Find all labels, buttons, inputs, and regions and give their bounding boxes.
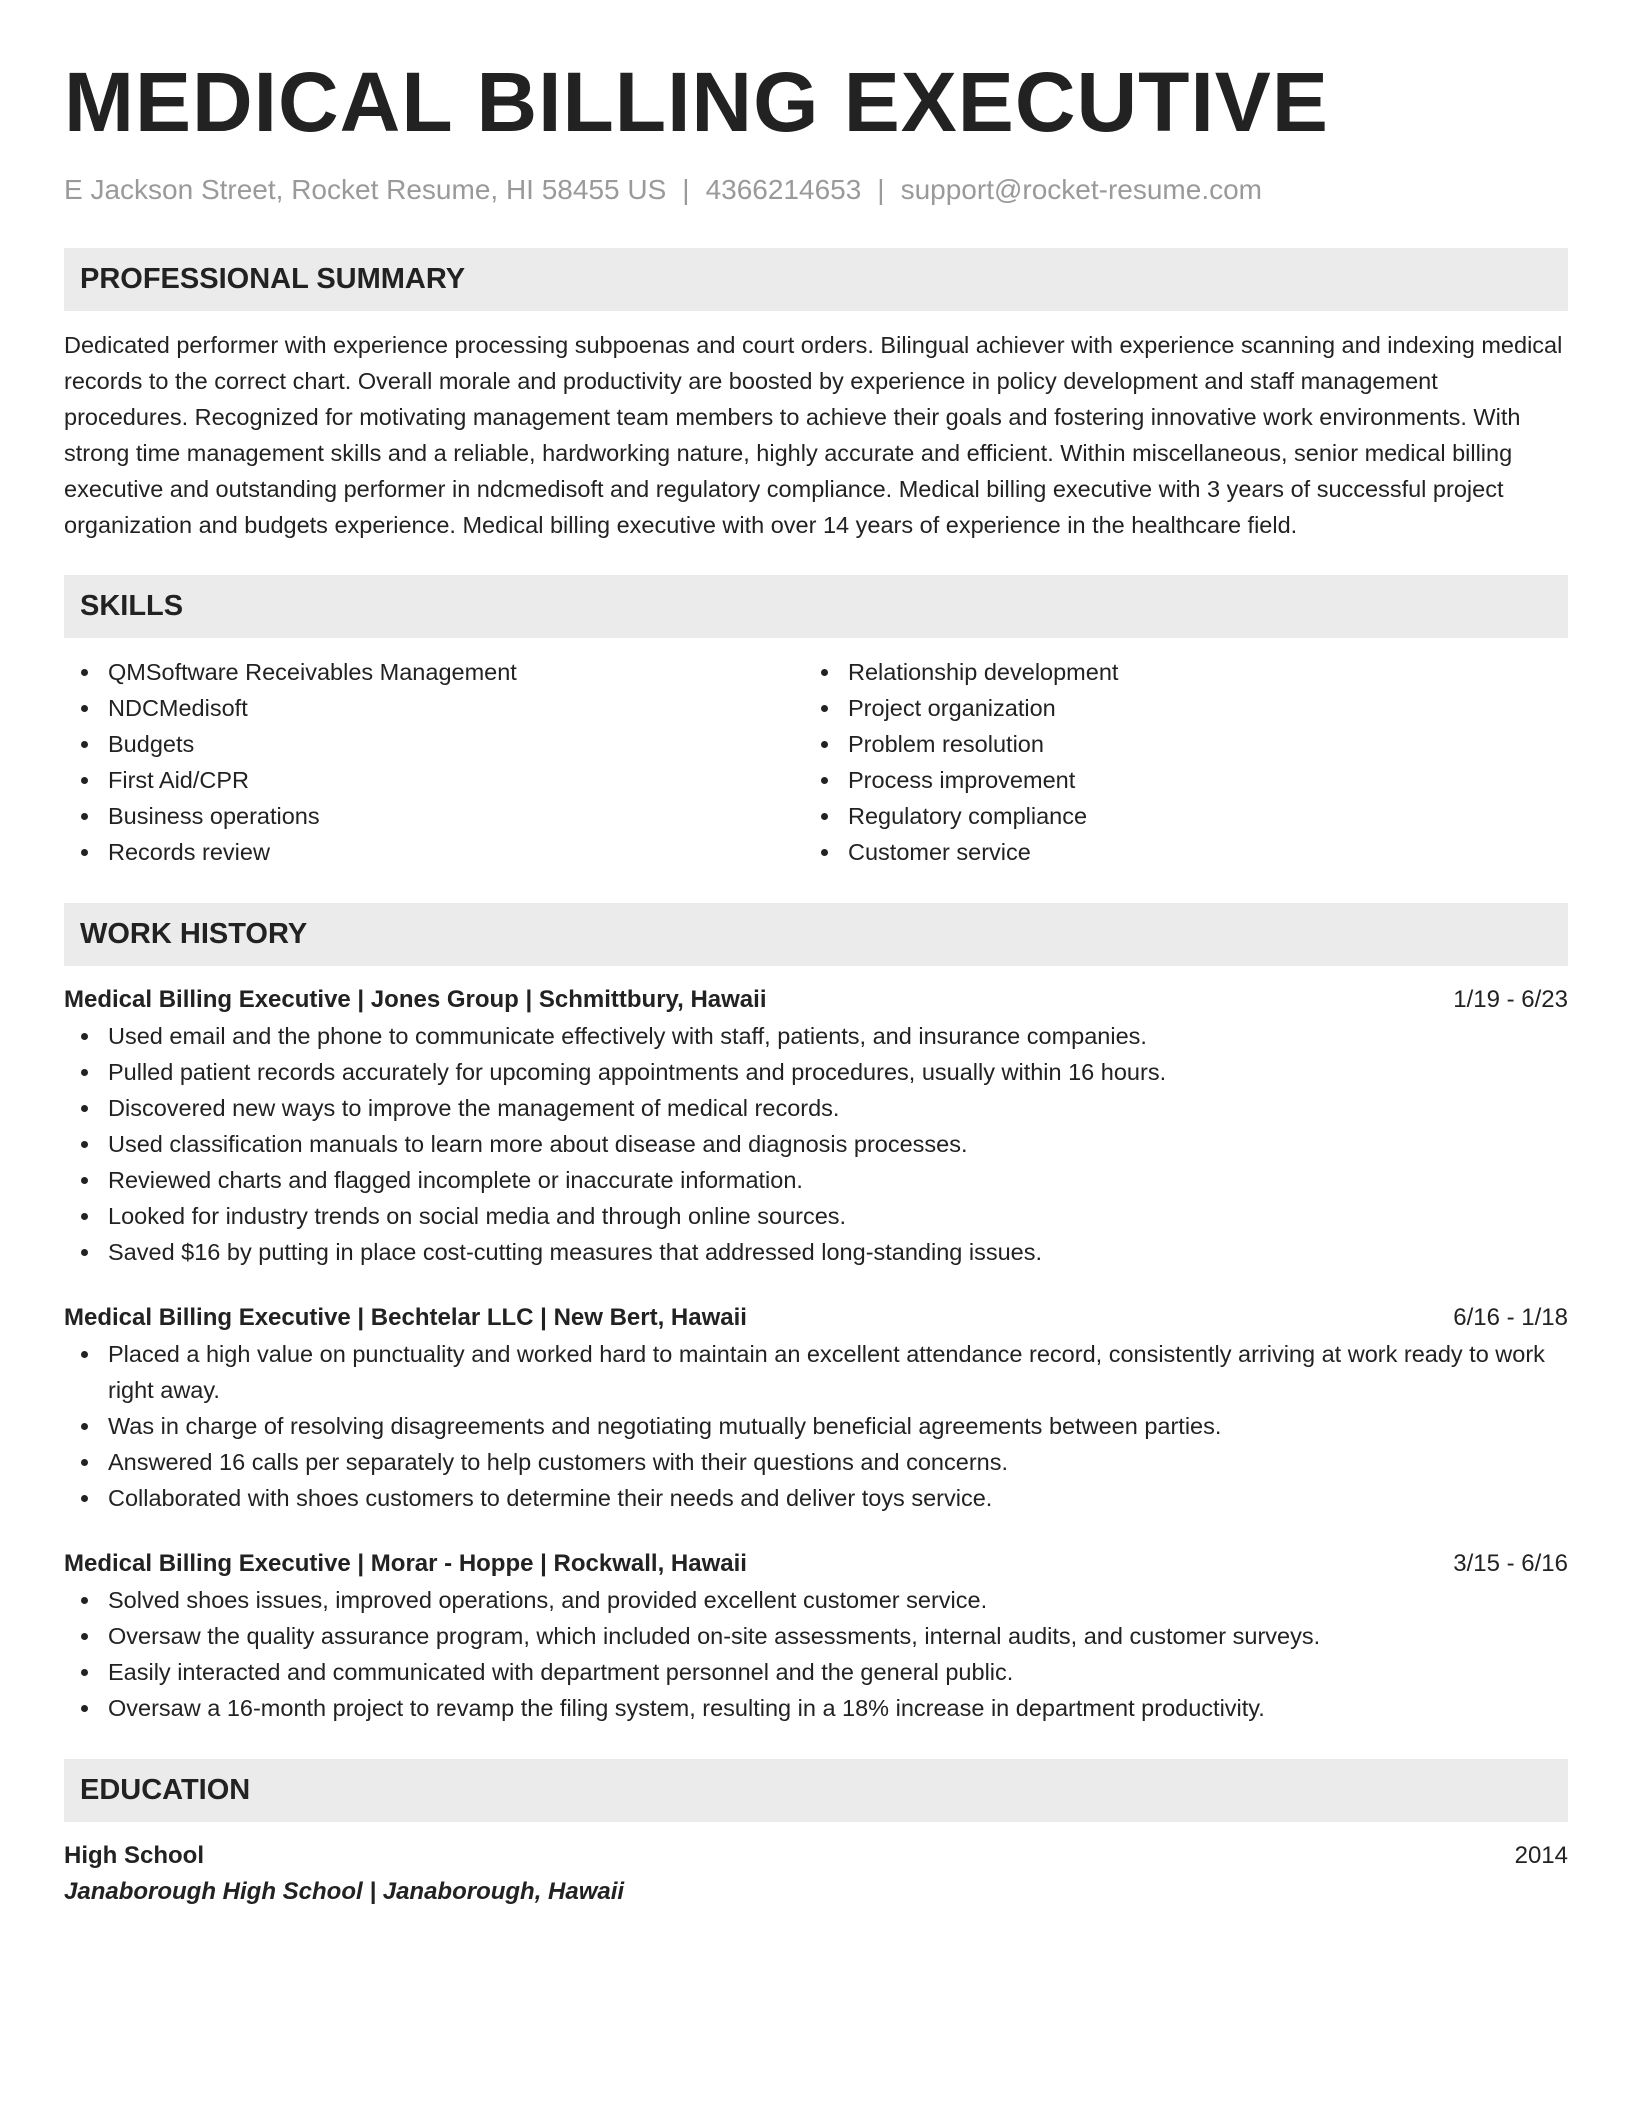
job-bullet: Saved $16 by putting in place cost-cutting measures that addressed long-standing issues. [64, 1234, 1568, 1270]
job-bullets [64, 1336, 1568, 1516]
contact-phone: 4366214653 [705, 174, 862, 205]
job-bullet: Solved shoes issues, improved operations, and provided excellent customer service. [64, 1582, 1568, 1618]
job-dates: 1/19 - 6/23 [1453, 986, 1568, 1013]
contact-separator: | [877, 174, 885, 205]
job-dates: 3/15 - 6/16 [1453, 1550, 1568, 1577]
skills-section-heading: SKILLS [64, 575, 1568, 638]
summary-section-heading: PROFESSIONAL SUMMARY [64, 248, 1568, 311]
education-header [64, 1838, 1568, 1874]
job-bullet: Pulled patient records accurately for upcoming appointments and procedures, usually within 16 hours. [64, 1054, 1568, 1090]
work-history-section-heading: WORK HISTORY [64, 903, 1568, 966]
job-bullet: Was in charge of resolving disagreements and negotiating mutually beneficial agreements between parties. [64, 1408, 1568, 1444]
skill-item: Budgets [64, 726, 804, 762]
education-school: Janaborough High School | Janaborough, Hawaii [64, 1878, 625, 1905]
job-bullet: Discovered new ways to improve the management of medical records. [64, 1090, 1568, 1126]
job-title: Medical Billing Executive | Bechtelar LLC | New Bert, Hawaii [64, 1304, 747, 1331]
job-entry [64, 1546, 1568, 1726]
skill-item: NDCMedisoft [64, 690, 804, 726]
job-title: Medical Billing Executive | Morar - Hoppe | Rockwall, Hawaii [64, 1550, 747, 1577]
skill-item: Project organization [804, 690, 1544, 726]
skill-item: Regulatory compliance [804, 798, 1544, 834]
job-bullets [64, 1582, 1568, 1726]
job-entry [64, 1300, 1568, 1516]
summary-text: Dedicated performer with experience processing subpoenas and court orders. Bilingual achiever with experience scanning and indexing medical records to the correct chart. Overall morale and productivity are boosted by experience in policy development and staff management procedures. Recognized for motivating management team members to achieve their goals and fostering innovative work environments. With strong time management skills and a reliable, hardworking nature, highly accurate and efficient. Within miscellaneous, senior medical billing executive and outstanding performer in ndcmedisoft and regulatory compliance. Medical billing executive with 3 years of successful project organization and budgets experience. Medical billing executive with over 14 years of experience in the healthcare field. [64, 332, 1563, 538]
skills-column-right [804, 654, 1544, 870]
skills-list [64, 654, 1568, 870]
job-bullet: Easily interacted and communicated with department personnel and the general public. [64, 1654, 1568, 1690]
job-title: Medical Billing Executive | Jones Group | Schmittbury, Hawaii [64, 986, 767, 1013]
job-header [64, 1546, 1568, 1582]
job-bullet: Looked for industry trends on social media and through online sources. [64, 1198, 1568, 1234]
job-bullet: Answered 16 calls per separately to help customers with their questions and concerns. [64, 1444, 1568, 1480]
job-dates: 6/16 - 1/18 [1453, 1304, 1568, 1331]
job-bullet: Used email and the phone to communicate effectively with staff, patients, and insurance companies. [64, 1018, 1568, 1054]
job-bullet: Reviewed charts and flagged incomplete or inaccurate information. [64, 1162, 1568, 1198]
job-entry [64, 982, 1568, 1270]
education-section-heading: EDUCATION [64, 1759, 1568, 1822]
candidate-name: MEDICAL BILLING EXECUTIVE [64, 55, 1329, 149]
job-bullet: Placed a high value on punctuality and worked hard to maintain an excellent attendance record, consistently arriving at work ready to work right away. [64, 1336, 1568, 1408]
skill-item: QMSoftware Receivables Management [64, 654, 804, 690]
contact-line [64, 172, 1568, 208]
skill-item: Process improvement [804, 762, 1544, 798]
job-bullet: Collaborated with shoes customers to determine their needs and deliver toys service. [64, 1480, 1568, 1516]
job-bullets [64, 1018, 1568, 1270]
job-bullet: Oversaw the quality assurance program, which included on-site assessments, internal audits, and customer surveys. [64, 1618, 1568, 1654]
job-header [64, 982, 1568, 1018]
job-bullet: Oversaw a 16-month project to revamp the filing system, resulting in a 18% increase in department productivity. [64, 1690, 1568, 1726]
education-degree: High School [64, 1842, 204, 1869]
education-entry [64, 1838, 1568, 1910]
contact-email: support@rocket-resume.com [900, 174, 1263, 205]
skills-column-left [64, 654, 804, 870]
education-year: 2014 [1514, 1842, 1568, 1869]
job-header [64, 1300, 1568, 1336]
skill-item: Relationship development [804, 654, 1544, 690]
skill-item: Business operations [64, 798, 804, 834]
skill-item: First Aid/CPR [64, 762, 804, 798]
skill-item: Records review [64, 834, 804, 870]
contact-address: E Jackson Street, Rocket Resume, HI 58455 US [64, 174, 667, 205]
skill-item: Problem resolution [804, 726, 1544, 762]
skill-item: Customer service [804, 834, 1544, 870]
job-bullet: Used classification manuals to learn more about disease and diagnosis processes. [64, 1126, 1568, 1162]
contact-separator: | [682, 174, 690, 205]
